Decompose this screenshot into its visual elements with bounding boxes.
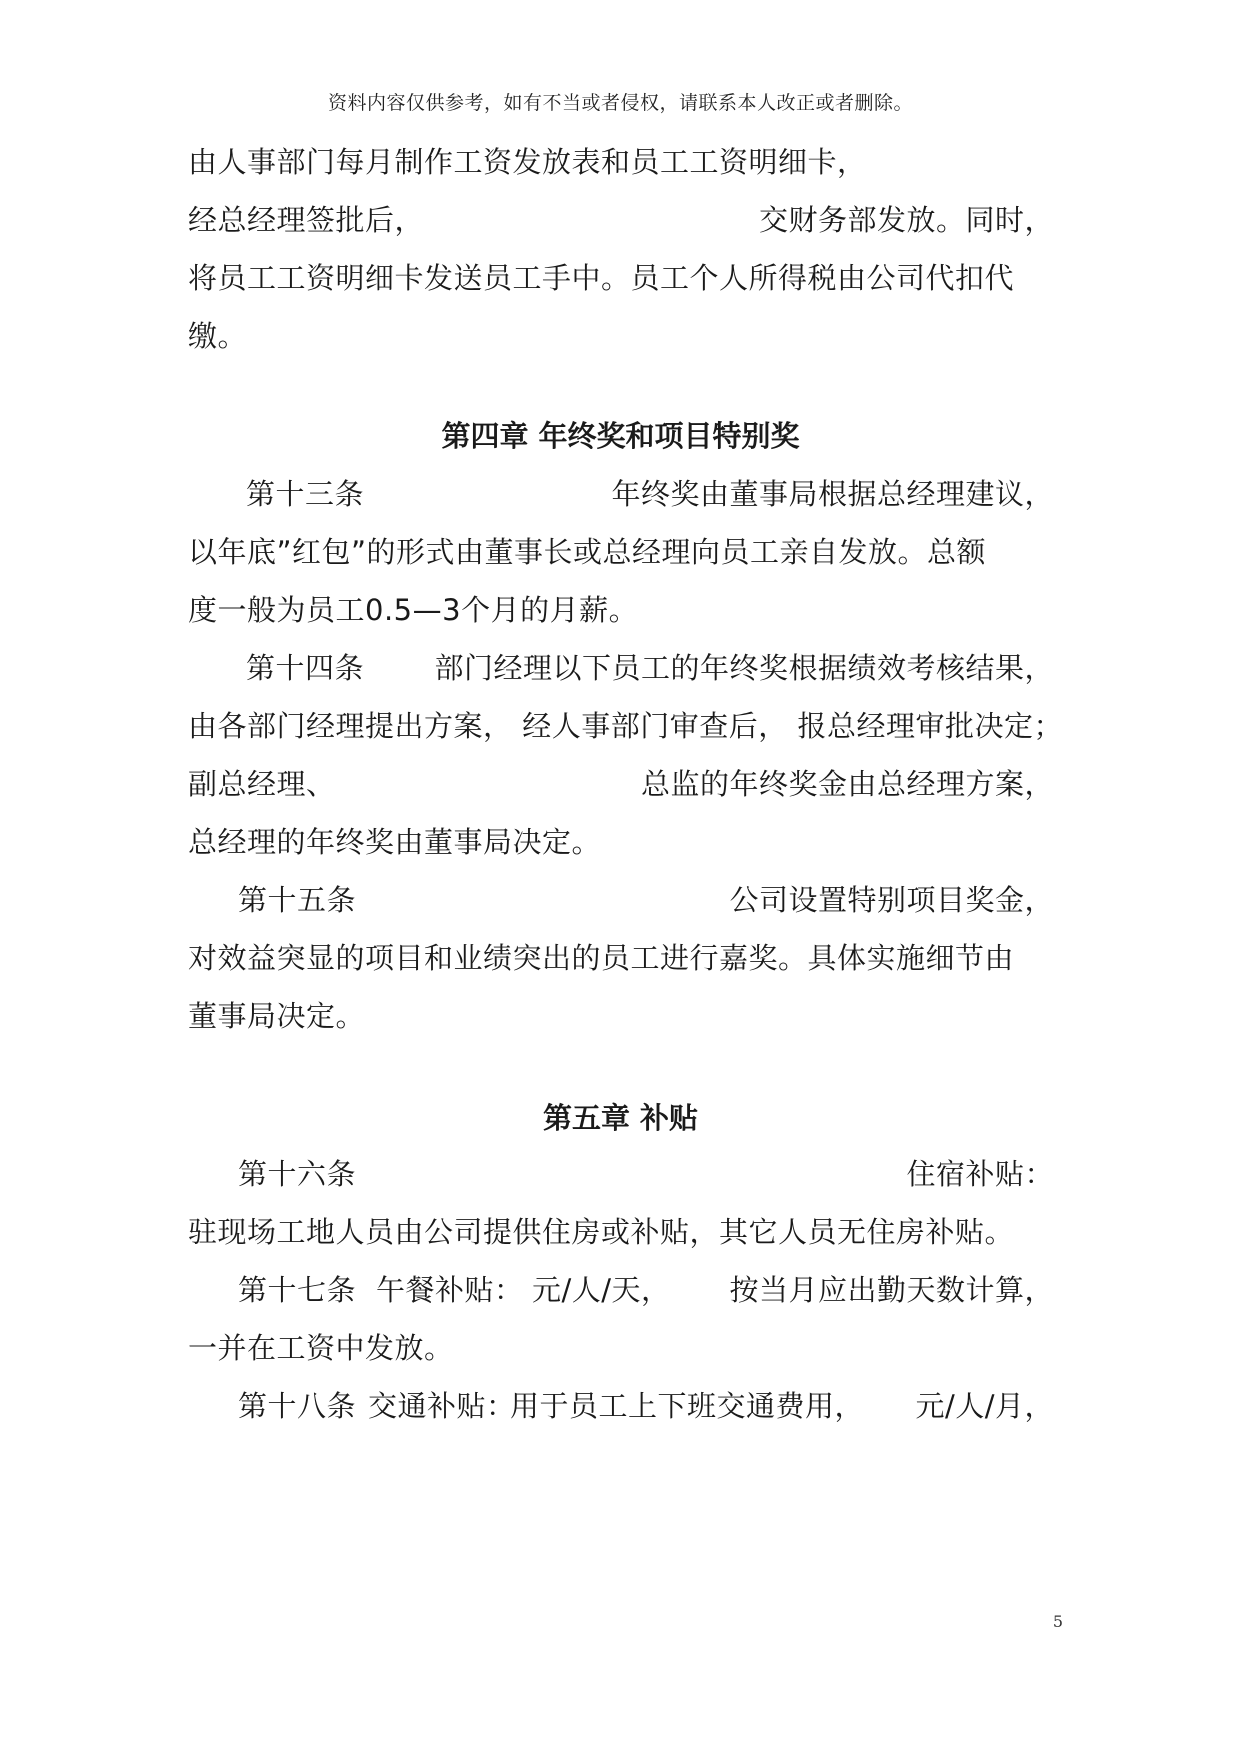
text-segment: 总监的年终奖金由总经理方案， [640, 767, 1054, 801]
text-segment: 缴。 [188, 319, 248, 353]
text-segment: 由各部门经理提出方案， 经人事部门审查后， 报总经理审批决定； [188, 709, 1063, 743]
article-15-label: 第十五条 [238, 883, 357, 917]
paragraph-line [188, 530, 1054, 574]
text-segment: 元/人/天， [532, 1273, 671, 1307]
paragraph-line [188, 994, 1054, 1038]
text-segment: 按当月应出勤天数计算， [729, 1273, 1054, 1307]
chapter-4-title: 第四章 年终奖和项目特别奖 [441, 419, 800, 453]
article-13-line [188, 472, 1054, 516]
article-17-label: 第十七条 [238, 1273, 357, 1307]
text-segment: 将员工工资明细卡发送员工手中。员工个人所得税由公司代扣代 [188, 261, 1015, 295]
text-segment: 董事局决定。 [188, 999, 366, 1033]
text-segment: 交财务部发放。同时， [758, 203, 1054, 237]
article-18-line [188, 1384, 1054, 1428]
article-14-line [188, 646, 1054, 690]
text-segment: 副总经理、 [188, 767, 336, 801]
text-segment: 度一般为员工0.5—3个月的月薪。 [188, 593, 639, 627]
paragraph-line [188, 762, 1054, 806]
text-segment: 交通补贴： [368, 1389, 516, 1423]
text-segment: 以年底”红包”的形式由董事长或总经理向员工亲自发放。总额 [188, 535, 987, 569]
text-segment: 年终奖由董事局根据总经理建议， [611, 477, 1054, 511]
paragraph-line [188, 1326, 1054, 1370]
text-segment: 公司设置特别项目奖金， [729, 883, 1054, 917]
paragraph-line [188, 140, 1054, 184]
text-segment: 一并在工资中发放。 [188, 1331, 454, 1365]
text-segment: 住宿补贴： [906, 1157, 1054, 1191]
paragraph-line [188, 704, 1063, 748]
article-17-line [188, 1268, 1054, 1312]
paragraph-line [188, 820, 1054, 864]
article-16-line [188, 1152, 1054, 1196]
paragraph-line [188, 314, 1054, 358]
text-segment: 元/人/月， [915, 1389, 1054, 1423]
text-segment: 由人事部门每月制作工资发放表和员工工资明细卡， [188, 145, 867, 179]
article-16-label: 第十六条 [238, 1157, 357, 1191]
article-18-label: 第十八条 [238, 1389, 357, 1423]
paragraph-line [188, 936, 1054, 980]
text-segment: 对效益突显的项目和业绩突出的员工进行嘉奖。具体实施细节由 [188, 941, 1015, 975]
chapter-5-title: 第五章 补贴 [542, 1101, 699, 1135]
paragraph-line [188, 1210, 1054, 1254]
page-number: 5 [1052, 1612, 1063, 1631]
text-segment: 总经理的年终奖由董事局决定。 [188, 825, 602, 859]
text-segment: 部门经理以下员工的年终奖根据绩效考核结果， [434, 651, 1054, 685]
text-segment: 午餐补贴： [376, 1273, 524, 1307]
text-segment: 经总经理签批后， [188, 203, 425, 237]
document-header-disclaimer: 资料内容仅供参考，如有不当或者侵权，请联系本人改正或者删除。 [327, 92, 913, 114]
article-14-label: 第十四条 [246, 651, 365, 685]
paragraph-line [188, 588, 1054, 632]
article-13-label: 第十三条 [246, 477, 365, 511]
text-segment: 用于员工上下班交通费用， [510, 1389, 865, 1423]
text-segment: 驻现场工地人员由公司提供住房或补贴，其它人员无住房补贴。 [188, 1215, 1015, 1249]
paragraph-line [188, 256, 1054, 300]
paragraph-line [188, 198, 1054, 242]
article-15-line [188, 878, 1054, 922]
